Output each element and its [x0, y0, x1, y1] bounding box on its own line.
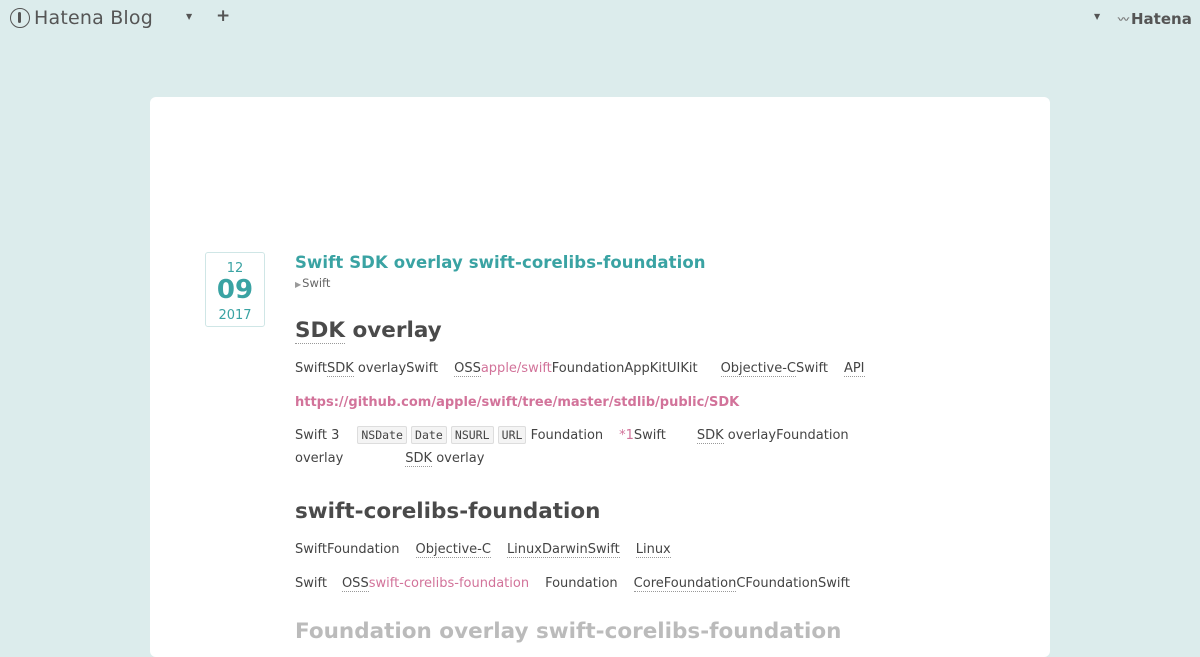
- footnote-link[interactable]: *1: [619, 428, 634, 443]
- entry-date[interactable]: [205, 252, 265, 327]
- date-month: 12: [226, 261, 244, 276]
- hatena-blog-logo-icon: [10, 8, 30, 28]
- keyword-link[interactable]: Objective-C: [720, 361, 796, 376]
- keyword-link[interactable]: SDK: [295, 318, 345, 343]
- entry-title[interactable]: Swift SDK overlay swift-corelibs-foundation: [295, 253, 706, 272]
- logo-text: Hatena Blog: [34, 7, 153, 29]
- keyword-link[interactable]: LinuxDarwinSwift: [506, 542, 620, 557]
- keyword-link[interactable]: OSS: [454, 361, 481, 376]
- paragraph: SwiftSDK overlaySwift OSSapple/swiftFoundationAppKitUIKit Objective-CSwift API: [295, 361, 865, 376]
- paragraph: Swift OSSswift-corelibs-foundation Foundation CoreFoundationCFoundationSwift: [295, 576, 850, 591]
- link[interactable]: swift-corelibs-foundation: [368, 576, 530, 591]
- keyword-link[interactable]: Linux: [635, 542, 671, 557]
- brand-text: Hatena: [1131, 10, 1192, 28]
- entry-content: [295, 252, 915, 644]
- keyword-link[interactable]: SDK: [405, 451, 433, 466]
- category-label: Swift: [302, 276, 331, 290]
- link[interactable]: apple/swift: [480, 361, 552, 376]
- paragraph: overlay SDK overlay: [295, 451, 485, 466]
- inline-code: NSDate: [357, 426, 407, 444]
- github-sdk-link[interactable]: https://github.com/apple/swift/tree/master/stdlib/public/SDK: [295, 395, 740, 410]
- section-heading-next: Foundation overlay swift-corelibs-foundation: [295, 619, 842, 644]
- add-button[interactable]: +: [216, 6, 231, 26]
- hatena-brand-link[interactable]: [1118, 10, 1192, 28]
- entry-category[interactable]: [295, 276, 915, 292]
- inline-code: NSURL: [451, 426, 494, 444]
- keyword-link[interactable]: SDK: [696, 428, 724, 443]
- section-heading-sdk-overlay: SDK overlay: [295, 318, 442, 343]
- hatena-blog-logo[interactable]: [10, 7, 153, 29]
- hatena-bird-icon: 〰: [1118, 13, 1129, 26]
- keyword-link[interactable]: API: [843, 361, 865, 376]
- inline-code: URL: [498, 426, 527, 444]
- paragraph: Swift 3 NSDate Date NSURL URL Foundation *1Swift SDK overlayFoundation: [295, 428, 849, 443]
- keyword-link[interactable]: CoreFoundation: [633, 576, 737, 591]
- inline-code: Date: [411, 426, 447, 444]
- date-year: 2017: [218, 308, 252, 323]
- keyword-link[interactable]: Objective-C: [415, 542, 491, 557]
- section-heading-corelibs: swift-corelibs-foundation: [295, 499, 601, 524]
- chevron-down-icon[interactable]: ▼: [1094, 12, 1101, 21]
- triangle-right-icon: ▶: [295, 280, 302, 289]
- chevron-down-icon[interactable]: ▼: [186, 12, 193, 21]
- date-day: 09: [216, 275, 254, 305]
- keyword-link[interactable]: SDK: [326, 361, 354, 376]
- paragraph: SwiftFoundation Objective-C LinuxDarwinSwift Linux: [295, 542, 671, 557]
- keyword-link[interactable]: OSS: [341, 576, 369, 591]
- top-bar: [0, 0, 1200, 38]
